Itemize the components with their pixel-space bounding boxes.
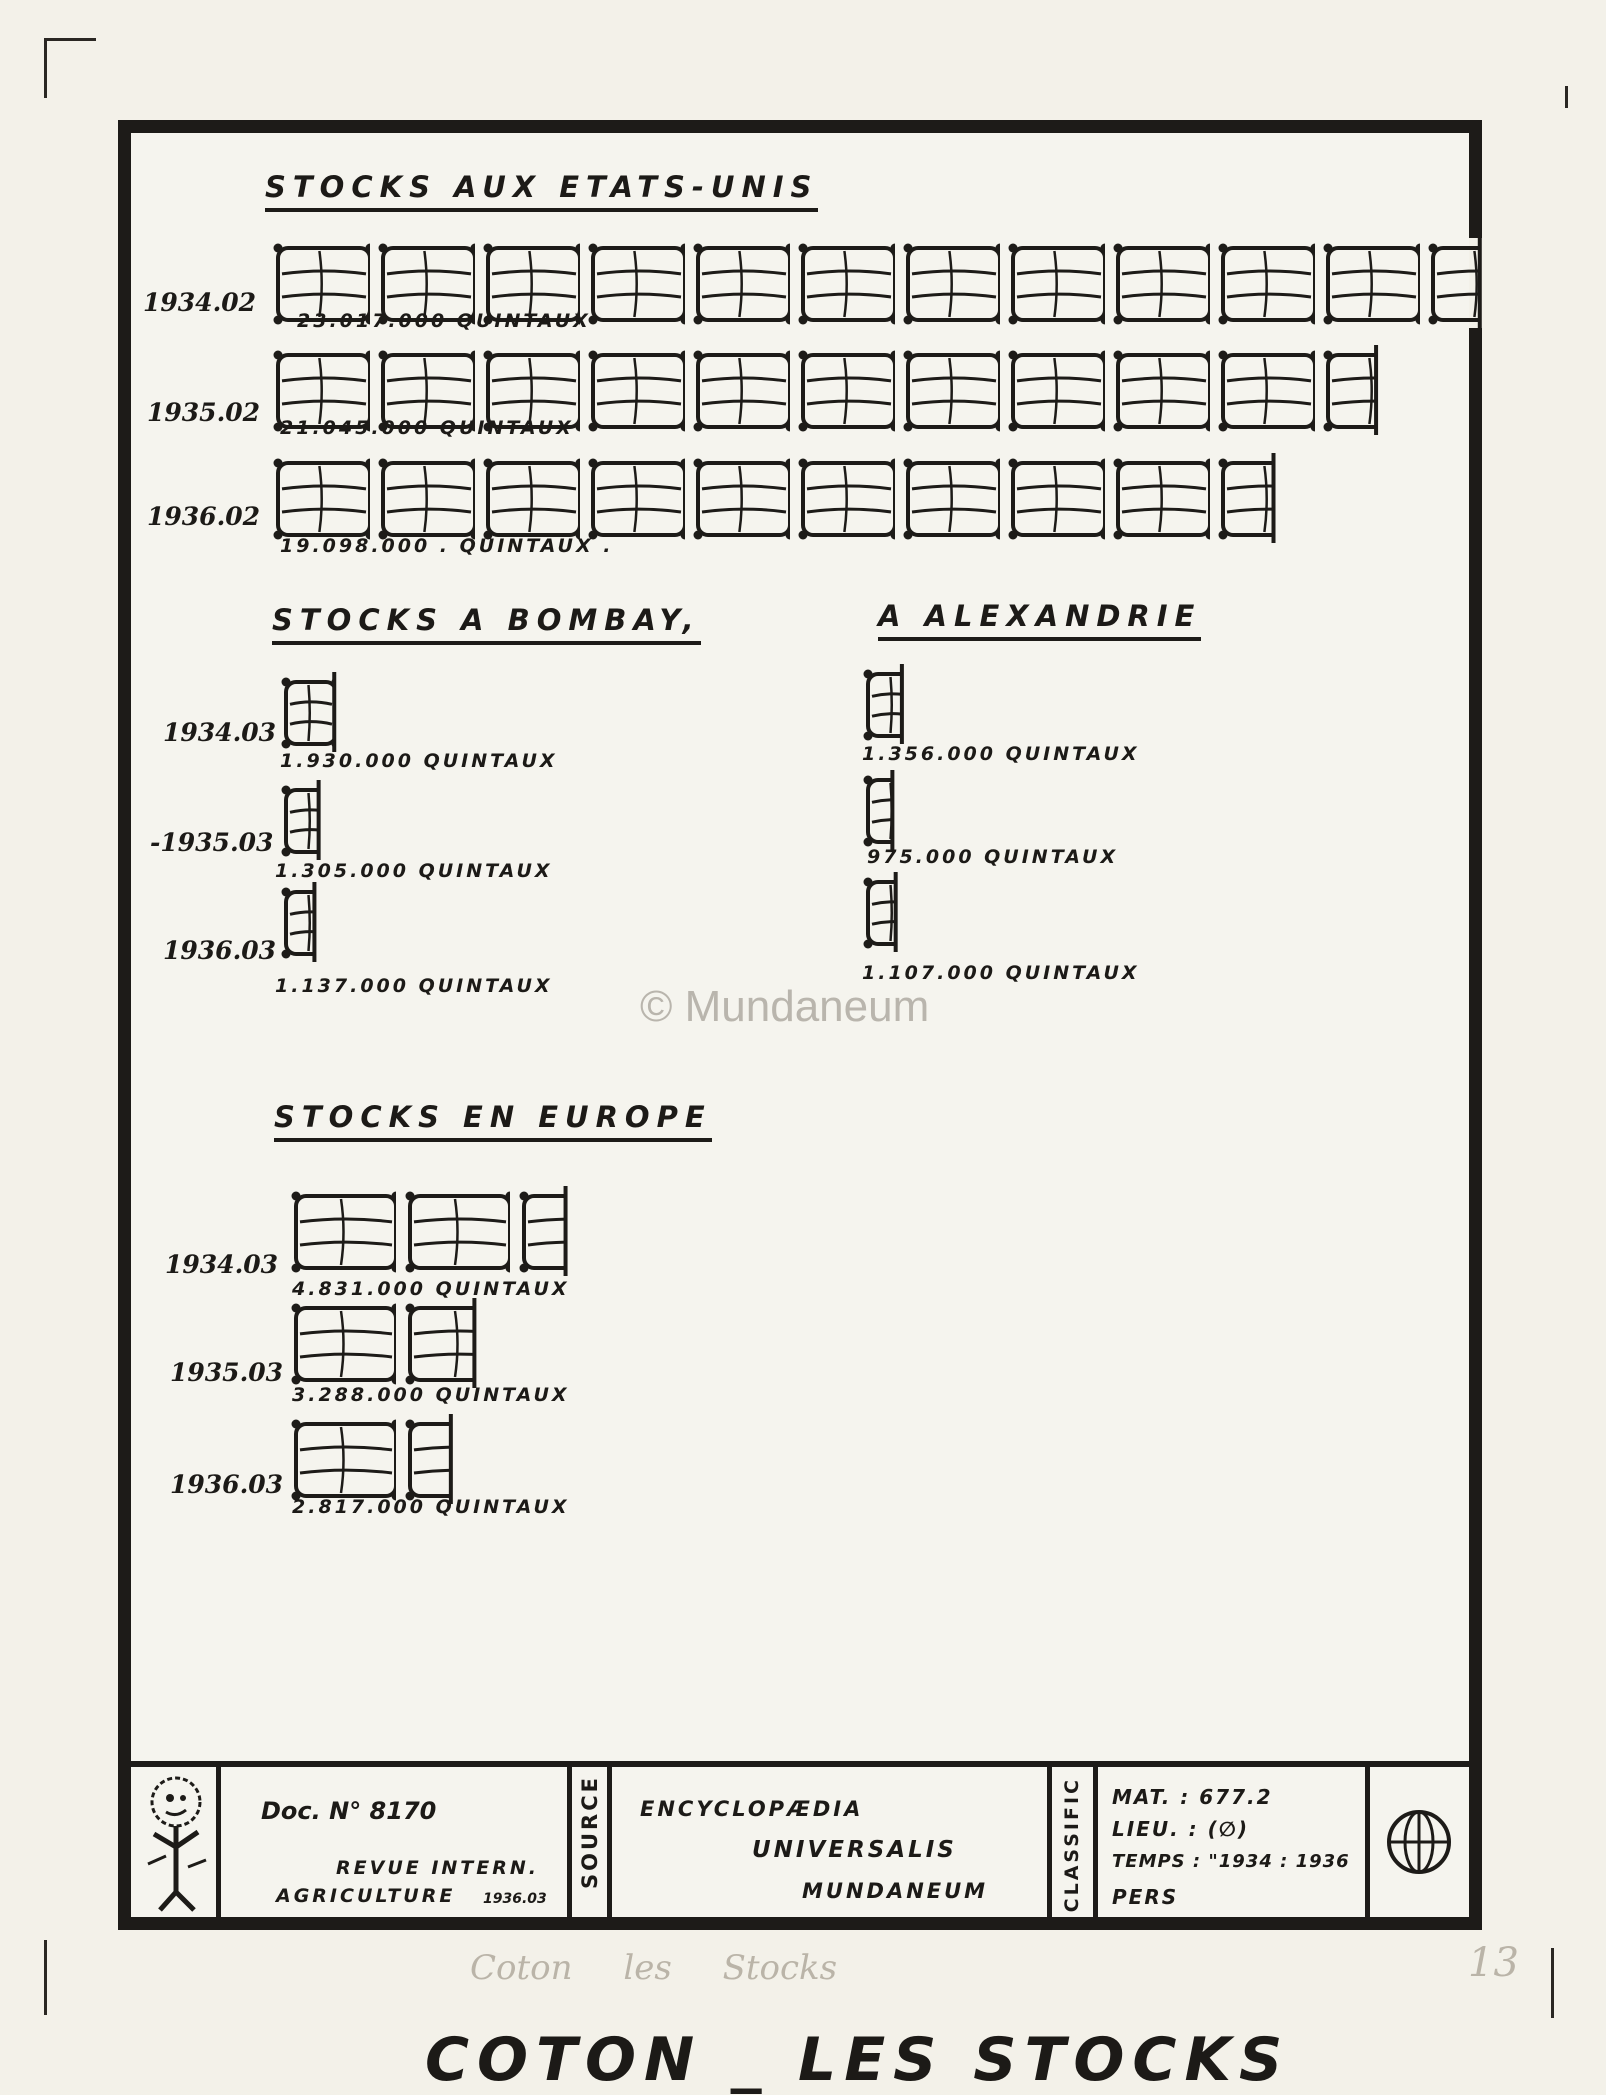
- cotton-bale-icon: [589, 351, 690, 432]
- europe-bales-row: [290, 1298, 690, 1384]
- cotton-bale-icon: [1324, 345, 1425, 435]
- cotton-bale-icon: [589, 459, 690, 540]
- cotton-bale-icon: [799, 244, 900, 325]
- footer-cartouche: [131, 1761, 1469, 1917]
- bombay-value-label: 1.137.000 QUINTAUX: [275, 975, 553, 997]
- cotton-bale-icon: [1009, 244, 1110, 325]
- cotton-bale-icon: [282, 780, 341, 860]
- encyclo-line-2: UNIVERSALIS: [752, 1837, 957, 1863]
- alexandria-value-label: 1.356.000 QUINTAUX: [862, 743, 1140, 765]
- doc-number: Doc. N° 8170: [261, 1797, 437, 1825]
- cotton-bale-icon: [1219, 244, 1320, 325]
- classification-lieu: LIEU. : (∅): [1112, 1817, 1250, 1841]
- footer-classific-label-cell: [1052, 1767, 1098, 1917]
- europe-section-title: STOCKS EN EUROPE: [274, 1102, 712, 1142]
- cotton-bale-icon: [406, 1414, 515, 1504]
- cotton-bale-icon: [904, 244, 1005, 325]
- bombay-year-label: 1936.03: [163, 936, 277, 965]
- bombay-year-label: -1935.03: [150, 828, 274, 857]
- footer-globe-cell: [1370, 1767, 1469, 1917]
- us-section-title: STOCKS AUX ETATS-UNIS: [265, 172, 818, 212]
- bombay-bales-row: [280, 882, 430, 960]
- cotton-bale-icon: [520, 1186, 629, 1276]
- bombay-section-title: STOCKS A BOMBAY,: [272, 605, 701, 645]
- footer-classific-cell: [1098, 1767, 1370, 1917]
- cotton-bale-icon: [589, 244, 690, 325]
- figure-logo-icon: [136, 1772, 216, 1912]
- classification-pers: PERS: [1112, 1885, 1179, 1909]
- cotton-bale-icon: [406, 1298, 515, 1388]
- watermark: © Mundaneum: [640, 982, 930, 1031]
- cotton-bale-icon: [292, 1192, 401, 1273]
- us-value-label: 21.045.000 QUINTAUX: [280, 417, 574, 439]
- alexandria-value-label: 975.000 QUINTAUX: [867, 846, 1119, 868]
- europe-bales-row: [290, 1414, 690, 1500]
- footer-encyclo-cell: [612, 1767, 1052, 1917]
- cotton-bale-icon: [1324, 244, 1425, 325]
- cotton-bale-icon: [292, 1420, 401, 1501]
- cotton-bale-icon: [864, 770, 923, 850]
- cotton-bale-icon: [282, 882, 341, 962]
- cotton-bale-icon: [484, 459, 585, 540]
- europe-value-label: 2.817.000 QUINTAUX: [292, 1496, 570, 1518]
- page-number: 13: [1468, 1940, 1519, 1986]
- alexandria-bales-row: [862, 664, 1012, 742]
- cotton-bale-icon: [694, 351, 795, 432]
- classification-mat: MAT. : 677.2: [1112, 1785, 1273, 1809]
- footer-doc-cell: [221, 1767, 572, 1917]
- cotton-bale-icon: [1219, 351, 1320, 432]
- crop-mark: [44, 38, 47, 98]
- encyclo-line-1: ENCYCLOPÆDIA: [640, 1797, 864, 1821]
- cotton-bale-icon: [694, 244, 795, 325]
- globe-icon: [1384, 1807, 1454, 1877]
- cotton-bale-icon: [864, 664, 923, 744]
- cotton-bale-icon: [406, 1192, 515, 1273]
- cotton-bale-icon: [1114, 351, 1215, 432]
- alexandria-value-label: 1.107.000 QUINTAUX: [862, 962, 1140, 984]
- us-bales-row: [272, 238, 1532, 320]
- crop-mark: [1565, 86, 1568, 108]
- cotton-bale-icon: [799, 351, 900, 432]
- cotton-bale-icon: [282, 672, 341, 752]
- cotton-bale-icon: [1114, 244, 1215, 325]
- europe-value-label: 3.288.000 QUINTAUX: [292, 1384, 570, 1406]
- bombay-value-label: 1.930.000 QUINTAUX: [280, 750, 558, 772]
- cotton-bale-icon: [694, 459, 795, 540]
- europe-year-label: 1934.03: [165, 1250, 279, 1279]
- encyclo-line-3: MUNDANEUM: [802, 1879, 989, 1903]
- cotton-bale-icon: [1219, 453, 1320, 543]
- crop-mark: [44, 1940, 47, 2015]
- bombay-year-label: 1934.03: [163, 718, 277, 747]
- cotton-bale-icon: [274, 459, 375, 540]
- main-title: COTON _ LES STOCKS: [425, 2025, 1291, 2095]
- footer-source-label-cell: [572, 1767, 612, 1917]
- crop-mark: [44, 38, 96, 41]
- us-bales-row: [272, 345, 1532, 427]
- cotton-bale-icon: [1429, 238, 1530, 328]
- us-year-label: 1935.02: [147, 398, 261, 427]
- us-year-label: 1934.02: [143, 288, 257, 317]
- source-date: 1936.03: [483, 1891, 547, 1907]
- us-value-label: 23.017.000 QUINTAUX: [297, 310, 591, 332]
- alexandria-bales-row: [862, 872, 1012, 950]
- cotton-bale-icon: [864, 872, 923, 952]
- europe-year-label: 1936.03: [170, 1470, 284, 1499]
- footer-logo-cell: [131, 1767, 221, 1917]
- classification-temps: TEMPS : "1934 : 1936: [1112, 1851, 1350, 1872]
- source-vertical-label: SOURCE: [578, 1775, 602, 1889]
- cotton-bale-icon: [1009, 459, 1110, 540]
- us-year-label: 1936.02: [147, 502, 261, 531]
- crop-mark: [1551, 1948, 1554, 2018]
- cotton-bale-icon: [904, 351, 1005, 432]
- alexandria-bales-row: [862, 770, 1012, 848]
- cotton-bale-icon: [379, 459, 480, 540]
- cotton-bale-icon: [904, 459, 1005, 540]
- pencil-note: Coton les Stocks: [470, 1948, 838, 1988]
- europe-value-label: 4.831.000 QUINTAUX: [292, 1278, 570, 1300]
- bombay-value-label: 1.305.000 QUINTAUX: [275, 860, 553, 882]
- europe-bales-row: [290, 1186, 690, 1272]
- cotton-bale-icon: [1114, 459, 1215, 540]
- cotton-bale-icon: [799, 459, 900, 540]
- source-title-2: AGRICULTURE: [276, 1885, 456, 1907]
- cotton-bale-icon: [1009, 351, 1110, 432]
- us-value-label: 19.098.000 . QUINTAUX .: [280, 535, 614, 557]
- bombay-bales-row: [280, 672, 430, 750]
- alexandria-section-title: A ALEXANDRIE: [878, 601, 1201, 641]
- us-bales-row: [272, 453, 1532, 535]
- source-title: REVUE INTERN.: [336, 1857, 539, 1879]
- cotton-bale-icon: [292, 1304, 401, 1385]
- europe-year-label: 1935.03: [170, 1358, 284, 1387]
- classific-vertical-label: CLASSIFIC: [1061, 1777, 1083, 1913]
- bombay-bales-row: [280, 780, 430, 858]
